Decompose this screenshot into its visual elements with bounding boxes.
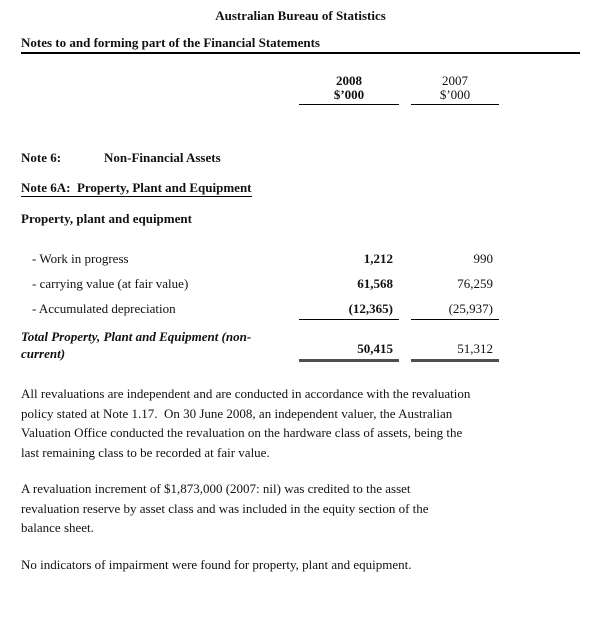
doc-heading: Notes to and forming part of the Financial Statements [21, 36, 580, 54]
column-unit-2007: $’000 [411, 88, 499, 105]
text-line: No indicators of impairment were found for property, plant and equipment. [21, 556, 412, 572]
column-header-spacer [21, 73, 287, 105]
financial-table [21, 251, 580, 362]
column-year-2008: 2008 [336, 73, 362, 88]
text-line: revaluation reserve by asset class and was included in the equity section of the [21, 500, 429, 516]
section-heading: Property, plant and equipment [21, 211, 192, 226]
subnote-heading [21, 180, 580, 197]
text-line: policy stated at Note 1.17. On 30 June 2008, an independent valuer, the Australian [21, 405, 453, 421]
table-row [21, 251, 499, 267]
total-value-2007: 51,312 [411, 341, 499, 362]
value-2008: 1,212 [363, 251, 393, 266]
paragraph-impairment [21, 555, 521, 575]
note-heading [21, 150, 580, 165]
value-2007: (25,937) [411, 301, 499, 320]
paragraph-revaluation-policy [21, 384, 521, 462]
note-number: Note 6: [21, 150, 62, 165]
subnote-heading-text: Note 6A: Property, Plant and Equipment [21, 180, 252, 195]
column-unit-2008: $’000 [299, 88, 399, 105]
row-label: - carrying value (at fair value) [32, 276, 189, 291]
column-header-2007 [411, 73, 499, 105]
table-row [21, 276, 499, 292]
value-2007: 76,259 [457, 276, 493, 291]
text-line: Valuation Office conducted the revaluation on the hardware class of assets, being the [21, 425, 463, 440]
text-line: All revaluations are independent and are conducted in accordance with the revaluation [21, 386, 471, 401]
text-line: balance sheet. [21, 520, 94, 535]
column-header-2008 [299, 73, 399, 105]
total-label: Total Property, Plant and Equipment (non-current) [21, 329, 252, 361]
value-2008: (12,365) [299, 301, 399, 320]
row-label: - Accumulated depreciation [32, 301, 176, 316]
table-row [21, 301, 499, 320]
value-2008: 61,568 [357, 276, 393, 291]
row-label: - Work in progress [32, 251, 129, 266]
value-2007: 990 [473, 251, 493, 266]
column-year-2007: 2007 [442, 73, 468, 88]
paragraph-revaluation-increment [21, 479, 521, 538]
table-total-row [21, 328, 499, 362]
total-value-2008: 50,415 [299, 341, 399, 362]
text-line: A revaluation increment of $1,873,000 (2007: nil) was credited to the asset [21, 481, 411, 496]
text-line: last remaining class to be recorded at fair value. [21, 444, 270, 460]
org-title: Australian Bureau of Statistics [215, 8, 386, 23]
note-title: Non-Financial Assets [104, 150, 221, 165]
column-headers [21, 73, 499, 105]
